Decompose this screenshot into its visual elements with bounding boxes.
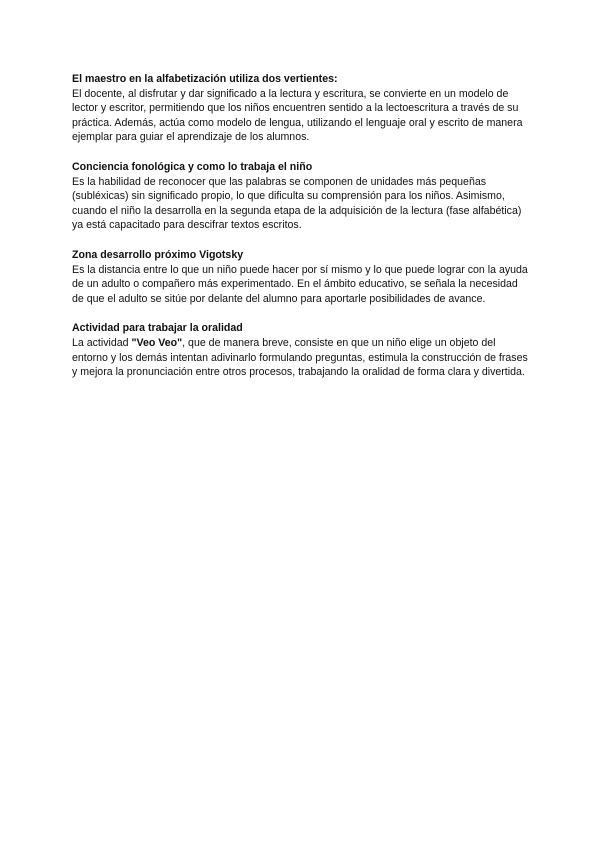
section-literacy-teacher xyxy=(72,72,530,145)
section-paragraph xyxy=(72,336,530,380)
section-proximal-development xyxy=(72,248,530,306)
section-paragraph: Es la distancia entre lo que un niño puede hacer por sí mismo y lo que puede lograr con la ayuda de un adulto o compañero más experimentado. En el ámbito educativo, se señala la necesidad de que el adulto se sitúe por delante del alumno para aportarle posibilidades de avance. xyxy=(72,263,528,305)
section-heading: Conciencia fonológica y como lo trabaja el niño xyxy=(72,160,313,173)
section-heading: El maestro en la alfabetización utiliza dos vertientes: xyxy=(72,73,338,85)
paragraph-text-start: La actividad xyxy=(72,336,132,349)
section-paragraph: El docente, al disfrutar y dar significado a la lectura y escritura, se convierte en un modelo de lector y escritor, permitiendo que los niños encuentren sentido a la lectoescritura a través de su práctica. Además, actúa como modelo de lengua, utilizando el lenguaje oral y escrito de manera ejemplar para guiar el aprendizaje de los alumnos. xyxy=(72,87,523,144)
document-page xyxy=(72,72,530,395)
section-paragraph: Es la habilidad de reconocer que las palabras se componen de unidades más pequeñas (subléxicas) sin significado propio, lo que dificulta su comprensión para los niños. Asimismo, cuando el niño la desarrolla en la segunda etapa de la adquisición de la lectura (fase alfabética) ya está capacitado para descifrar textos escritos. xyxy=(72,175,522,232)
section-phonological-awareness xyxy=(72,160,530,233)
activity-name: "Veo Veo" xyxy=(131,336,183,349)
paragraph-text-end: , que de manera breve, consiste en que un niño elige un objeto del entorno y los demás intentan adivinarlo formulando preguntas, estimula la construcción de frases y mejora la pronunciación entre otros procesos, trabajando la oralidad de forma clara y divertida. xyxy=(72,336,528,379)
section-heading: Zona desarrollo próximo Vigotsky xyxy=(72,248,244,261)
section-heading: Actividad para trabajar la oralidad xyxy=(72,322,243,335)
section-orality-activity xyxy=(72,321,530,379)
